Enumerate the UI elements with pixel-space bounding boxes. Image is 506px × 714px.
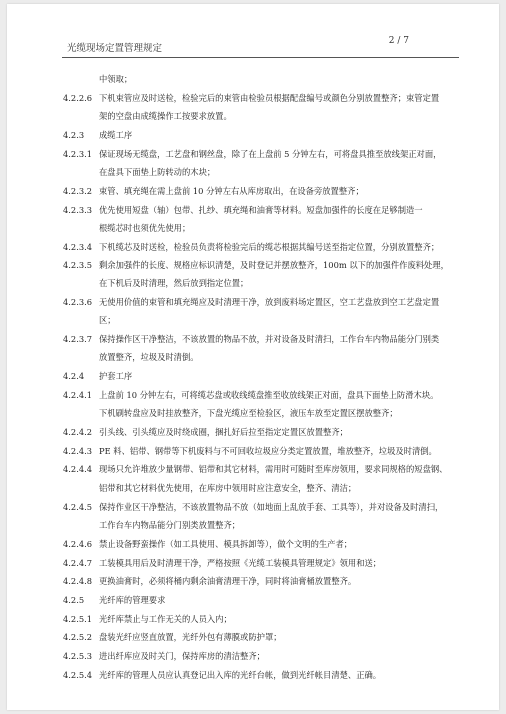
- clause-text: 无使用价值的束管和填充绳应及时清理干净，放到废料场定置区，空工艺盘放到空工艺盘定置: [99, 297, 440, 307]
- document-title: 光缆现场定置管理规定: [67, 43, 163, 54]
- clause-text: 优先使用短盘（轴）包带、扎纱、填充绳和油膏等材料。短盘加强件的长度在足够制造一: [99, 205, 423, 215]
- clause-text: 中领取；: [99, 74, 133, 84]
- clause-number: 4.2.3: [63, 130, 85, 140]
- page-number: 2 / 7: [388, 36, 409, 46]
- clause-number: 4.2.4.1: [63, 390, 93, 400]
- clause-text: 放置整齐，垃圾及时清倒。: [99, 352, 199, 362]
- clause-number: 4.2.4.7: [63, 558, 93, 568]
- clause-text: 引头线、引头缆应及时绕成圈，捆扎好后拉至指定定置区放置整齐；: [99, 427, 348, 437]
- clause-number: 4.2.4.2: [63, 427, 93, 437]
- clause-number: 4.2.2.6: [63, 93, 93, 103]
- clause-text: 下机束管应及时送检，检验完后的束管由检验员根据配盘编号或颜色分别放置整齐；束管定置: [99, 93, 440, 103]
- clause-number: 4.2.5.1: [63, 614, 93, 624]
- clause-number: 4.2.3.1: [63, 149, 93, 159]
- clause-number: 4.2.4.4: [63, 464, 93, 474]
- header-divider: [62, 57, 459, 58]
- clause-text: 下机缆芯及时送检，检验员负责将检验完后的缆芯根据其编号送至指定位置，分别放置整齐；: [99, 242, 440, 252]
- clause-text: 保持操作区干净整洁，不该放置的物品不放，并对设备及时清扫，工作台车内物品能分门别类: [99, 334, 440, 344]
- clause-text: 下机刷转盘应及时挂放整齐，下盘光缆应至检验区，液压车放至定置区摆放整齐；: [99, 408, 398, 418]
- clause-number: 4.2.4.6: [63, 539, 93, 549]
- clause-number: 4.2.3.6: [63, 297, 93, 307]
- clause-text: 光纤库禁止与工作无关的人员入内；: [99, 614, 232, 624]
- clause-text: 保持作业区干净整洁，不该放置物品不放（如地面上乱放手套、工具等），并对设备及时清扫，: [99, 502, 444, 512]
- clause-text: 上盘前 10 分钟左右，可将缆芯盘或收线缆盘推至收放线架正对面，盘具下面垫上防滑木块。: [99, 390, 439, 400]
- clause-text: 进出纤库应及时关门，保持库房的清洁整齐；: [99, 651, 265, 661]
- clause-text: 束管、填充绳在需上盘前 10 分钟左右从库房取出，在设备旁放置整齐；: [99, 186, 364, 196]
- clause-number: 4.2.3.7: [63, 334, 93, 344]
- clause-text: 保证现场无缆盘，工艺盘和钢丝盘，除了在上盘前 5 分钟左右，可将盘具推至放线架正对面，: [99, 149, 442, 159]
- clause-text: 根缆芯时也须优先使用；: [99, 223, 191, 233]
- clause-number: 4.2.4.5: [63, 502, 93, 512]
- clause-text: 区；: [99, 315, 116, 325]
- clause-text: 护套工序: [99, 371, 133, 381]
- clause-number: 4.2.3.3: [63, 205, 93, 215]
- clause-number: 4.2.5: [63, 595, 85, 605]
- clause-text: 光纤库的管理人员应认真登记出入库的光纤台帐，做到光纤帐目清楚、正确。: [99, 670, 382, 680]
- clause-number: 4.2.4.8: [63, 576, 93, 586]
- clause-text: 成缆工序: [99, 130, 133, 140]
- clause-text: 剩余加强件的长度、规格应标识清楚，及时登记并摆放整齐，100m 以下的加强件作废料处理，: [99, 260, 449, 270]
- clause-text: 盘装光纤应竖直放置，光纤外包有薄膜或防护罩；: [99, 632, 282, 642]
- page-header: [67, 36, 449, 56]
- clause-text: 在下机后及时清理，然后放到指定位置；: [99, 278, 249, 288]
- clause-number: 4.2.4: [63, 371, 85, 381]
- clause-text: 在盘具下面垫上防转动的木块；: [99, 167, 216, 177]
- clause-number: 4.2.5.2: [63, 632, 93, 642]
- clause-number: 4.2.3.2: [63, 186, 93, 196]
- clause-number: 4.2.4.3: [63, 446, 93, 456]
- clause-text: 架的空盘由成缆操作工按要求放置。: [99, 111, 232, 121]
- clause-text: 禁止设备野蛮操作（如工具使用、模具拆卸等），做个文明的生产者；: [99, 539, 353, 549]
- clause-number: 4.2.5.4: [63, 670, 93, 680]
- clause-text: 更换油膏时，必须将桶内剩余油膏清理干净，同时将油膏桶放置整齐。: [99, 576, 357, 586]
- document-page: [7, 4, 499, 710]
- clause-number: 4.2.5.3: [63, 651, 93, 661]
- clause-text: 工作台车内物品能分门别类放置整齐；: [99, 520, 241, 530]
- clause-text: 光纤库的管理要求: [99, 595, 166, 605]
- clause-text: 工装模具用后及时清理干净，严格按照《光缆工装模具管理规定》领用和送；: [99, 558, 382, 568]
- clause-number: 4.2.3.4: [63, 242, 93, 252]
- clause-text: PE 料、铝带、钢带等下机废料与不可回收垃圾应分类定置放置，堆放整齐，垃圾及时清倒。: [99, 446, 437, 456]
- clause-text: 铝带和其它材料优先使用，在库房中领用时应注意安全，整齐、清洁；: [99, 483, 357, 493]
- clause-text: 现场只允许堆放少量钢带、铝带和其它材料，需用时可随时至库房领用，要求同规格的短盘钢、: [99, 464, 448, 474]
- clause-number: 4.2.3.5: [63, 260, 93, 270]
